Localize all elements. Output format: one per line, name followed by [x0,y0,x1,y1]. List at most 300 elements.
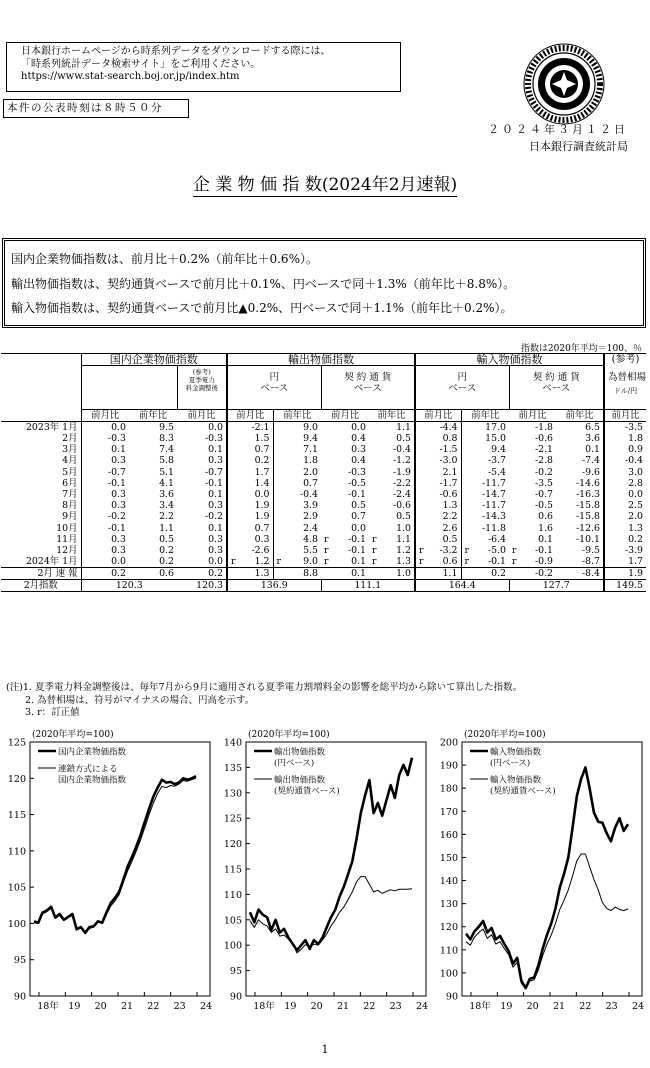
table-cell: -1.5 [439,444,458,456]
y-tick-label: 95 [13,955,26,967]
table-cell: -0.6 [534,433,554,445]
table-cell: 1.0 [369,523,415,534]
table-cell: 1.3 [227,568,273,580]
table-cell: -0.4 [273,489,321,500]
footnote-1: (注)1. 夏季電力料金調整後は、毎年7月から9月に適用される夏季電力割増料金の影響を総平均から除いて算出した指数。 [6,682,523,693]
table-cell: 0.3 [81,534,129,545]
table-cell: 15.0 [461,433,509,444]
header-fx: 為替相場 ドル/円 [608,371,647,395]
table-cell: 3.4 [159,500,174,512]
summary-box [2,238,646,328]
table-cell: r 0.6 [415,556,461,568]
table-cell: 2.2 [442,511,458,523]
table-cell: 3.0 [628,466,644,478]
col-header: 前年比 [369,410,415,422]
table-cell: 0.3 [254,533,270,545]
table-cell: r 1.3 [369,556,415,568]
table-cell: -0.5 [347,477,367,489]
y-tick-label: 110 [439,945,458,957]
row-label: 6月 [62,477,78,489]
legend-label: (円ベース) [490,758,531,769]
x-tick-label: 18年 [469,1001,491,1012]
footnote-2: 2. 為替相場は、符号がマイナスの場合、円高を示す。 [6,694,255,706]
series-line-secondary [466,854,628,989]
x-tick-label: 18年 [253,1001,275,1012]
revised-mark: r [512,556,517,568]
revised-mark: r [512,544,517,556]
table-cell: -14.6 [556,478,604,489]
table-cell: 8.8 [273,568,321,580]
table-cell: 1.9 [254,511,270,523]
unit-note: 指数は2020年平均＝100、％ [520,344,642,354]
table-cell: 9.4 [273,433,321,444]
chart-title: (2020年平均=100) [248,730,330,740]
x-tick-label: 23 [173,1001,186,1012]
table-cell: -9.6 [556,467,604,478]
y-tick-label: 160 [439,829,458,841]
table-cell: -3.7 [461,455,509,466]
table-cell: 0.7 [273,478,321,489]
table-cell: -0.7 [534,489,554,501]
table-cell: 5.5 [273,545,321,556]
table-cell: 0.5 [351,500,367,512]
chart-import [432,726,650,1018]
y-tick-label: 90 [229,991,242,1003]
x-tick-label: 23 [389,1001,402,1012]
row-label: 2月 [62,433,78,445]
x-tick-label: 21 [336,1001,350,1012]
table-cell: 0.1 [556,444,604,455]
table-cell: 0.1 [81,444,129,455]
table-cell: 0.0 [81,422,129,434]
table-cell: 1.0 [369,568,415,580]
y-tick-label: 120 [7,773,26,785]
table-cell: 4.1 [159,477,174,489]
y-tick-label: 115 [223,864,242,876]
y-tick-label: 100 [223,940,242,952]
revised-mark: r [372,533,377,545]
table-cell: 2.1 [442,466,458,478]
row-label: 9月 [62,511,78,523]
row-label: 2023年 1月 [25,422,78,433]
table-cell: -2.1 [251,422,270,433]
table-cell: r 1.2 [369,545,415,556]
table-corner [1,354,81,366]
table-cell: 9.5 [159,422,174,433]
table-cell: 0.0 [628,489,644,501]
table-cell: 0.0 [81,556,129,568]
col-header: 前月比 [227,410,273,422]
table-cell: -11.7 [461,500,509,511]
table-cell: -1.8 [534,422,554,433]
header-adjusted: (参考) 夏季電力 料金調整後 [177,366,227,410]
table-cell: 0.3 [177,455,227,466]
row-label: 12月 [56,544,78,556]
y-tick-label: 135 [223,762,242,774]
col-header: 前月比 [509,410,556,422]
table-cell: r -0.1 [461,556,509,568]
y-tick-label: 100 [439,968,458,980]
legend-label: 国内企業物価指数 [58,747,127,758]
table-cell: 2.0 [628,511,644,523]
table-cell: -2.2 [369,478,415,489]
table-cell: r 1.1 [369,534,415,545]
boj-seal-logo [522,42,606,126]
y-tick-label: 105 [7,882,26,894]
x-tick-label: 20 [94,1001,107,1012]
revised-mark: r [231,556,236,568]
page-number: 1 [321,1043,329,1056]
table-cell: 7.4 [159,444,174,456]
table-cell: 1.3 [628,522,644,534]
col-header: 前月比 [177,410,227,422]
row-label: 2月指数 [1,580,81,592]
page-title [0,170,650,195]
table-cell: 2.9 [273,511,321,522]
chart-domestic [0,726,218,1018]
table-cell: 0.1 [321,568,369,580]
table-cell: -2.6 [251,544,270,556]
revised-mark: r [324,556,329,568]
col-header: 前年比 [461,410,509,422]
table-cell: 0.6 [129,568,177,580]
table-cell: 9.0 [273,422,321,434]
table-cell: 0.3 [351,444,367,456]
header-export: 輸出物価指数 [227,354,415,366]
y-tick-label: 90 [445,991,458,1003]
revised-mark: r [324,544,329,556]
revised-mark: r [276,556,281,568]
row-label: 11月 [56,533,78,545]
table-cell: r -0.9 [509,556,556,568]
row-label: 8月 [62,500,78,512]
table-cell: -11.8 [461,523,509,534]
table-cell: -0.2 [177,511,227,522]
legend-label: 輸出物価指数 [274,747,326,758]
y-tick-label: 105 [223,915,242,927]
index-cell: 127.7 [509,580,604,592]
table-cell: 0.2 [81,568,129,580]
summary-export: 輸出物価指数は、契約通貨ベースで前月比＋0.1%、円ベースで同＋1.3%（前年比＋8.8%）。 [11,276,516,291]
header-export-yen: 円 ベース [260,372,289,394]
table-cell: 2.8 [628,477,644,489]
table-cell: 0.3 [81,500,129,511]
series-line-secondary [34,778,196,933]
table-cell: 8.3 [159,433,174,445]
notice-url-link[interactable]: https://www.stat-search.boj.or.jp/index.htm [21,71,240,82]
table-cell: 2.5 [628,500,644,512]
legend-label: 連鎖方式による [58,764,118,775]
table-cell: -6.4 [461,534,509,545]
table-cell: r -3.2 [419,544,458,556]
revised-mark: r [419,544,424,556]
table-cell: -0.3 [81,433,129,444]
table-cell: -0.2 [534,466,554,478]
table-cell: 0.2 [254,455,270,467]
y-tick-label: 110 [223,889,242,901]
y-tick-label: 90 [13,991,26,1003]
legend-label: (契約通貨ベース) [274,786,340,797]
y-tick-label: 130 [439,899,458,911]
x-tick-label: 23 [605,1001,618,1012]
table-cell: 1.1 [415,568,461,580]
chart-export [216,726,434,1018]
table-cell: -0.2 [81,511,129,522]
x-tick-label: 19 [500,1001,513,1012]
table-cell: 0.1 [177,444,227,455]
x-tick-label: 19 [284,1001,297,1012]
table-cell: 0.0 [177,556,227,568]
table-cell: 1.8 [273,455,321,466]
table-cell: 1.3 [442,500,458,512]
header-export-contract: 契 約 通 貨 ベース [321,366,415,410]
table-cell: -0.7 [177,467,227,478]
table-cell: 2.4 [273,523,321,534]
plot-frame [462,742,642,996]
x-tick-label: 22 [147,1001,160,1012]
revised-mark: r [372,556,377,568]
col-header: 前年比 [556,410,604,422]
footnotes [6,682,522,720]
table-cell: 0.2 [177,568,227,580]
table-cell: 4.8 [273,534,321,545]
table-cell: -1.9 [369,467,415,478]
y-tick-label: 140 [439,876,458,888]
table-cell: 5.8 [159,455,174,467]
table-cell: -10.1 [556,534,604,545]
table-cell: 0.6 [538,511,554,523]
table-cell: 0.1 [538,533,554,545]
table-cell: -5.4 [461,467,509,478]
table-cell: 1.8 [628,433,644,445]
table-cell: -14.3 [461,511,509,522]
table-cell: r 0.1 [321,556,369,568]
table-cell: -0.7 [81,467,129,478]
table-cell: -8.4 [556,568,604,580]
row-label: 2024年 1月 [1,556,81,568]
index-cell: 164.4 [415,580,509,592]
revised-mark: r [464,556,469,568]
x-tick-label: 20 [526,1001,539,1012]
series-line-main [34,776,196,933]
table-cell: -3.5 [624,422,644,433]
y-tick-label: 125 [223,813,242,825]
table-cell: 1.1 [159,522,174,534]
table-cell: 6.5 [556,422,604,434]
table-cell: 0.3 [81,455,129,466]
x-tick-label: 21 [552,1001,566,1012]
table-cell: 1.7 [604,556,646,568]
table-cell: -16.3 [556,489,604,500]
col-header: 前年比 [273,410,321,422]
table-cell: 2.0 [273,467,321,478]
x-tick-label: 18年 [37,1001,59,1012]
price-index-table [1,353,646,592]
table-cell: r -0.1 [324,533,367,545]
table-cell: 0.3 [177,545,227,556]
y-tick-label: 130 [223,788,242,800]
table-cell: 0.3 [177,500,227,511]
table-cell: 0.5 [369,433,415,444]
x-tick-label: 20 [310,1001,323,1012]
x-tick-label: 19 [68,1001,81,1012]
download-notice-box [6,42,401,92]
table-cell: -0.2 [509,568,556,580]
table-cell: 0.4 [351,455,367,467]
table-cell: -1.2 [369,455,415,466]
y-tick-label: 140 [223,737,242,749]
table-cell: 1.9 [604,568,646,580]
table-cell: -0.3 [177,433,227,444]
header-reference: (参考) [604,354,646,366]
header-import-yen: 円 ベース [448,372,477,394]
table-cell: -15.8 [556,500,604,511]
table-cell: -1.7 [439,477,458,489]
table-cell: -0.5 [534,500,554,512]
col-header: 前月比 [604,410,646,422]
table-cell: 0.5 [369,511,415,522]
release-date: ２０２４年３月１２日 [488,123,628,136]
y-tick-label: 120 [439,922,458,934]
table-cell: -12.6 [556,523,604,534]
table-cell: -0.6 [439,489,458,501]
table-cell: 0.0 [177,422,227,434]
table-cell: r -0.1 [512,544,554,556]
y-tick-label: 115 [7,810,26,822]
x-tick-label: 24 [631,1001,645,1012]
table-cell: -15.8 [556,511,604,522]
table-cell: -0.6 [369,500,415,511]
table-cell: -14.7 [461,489,509,500]
index-cell: 111.1 [321,580,415,592]
table-cell: -3.9 [624,544,644,556]
legend-label: 国内企業物価指数 [58,775,127,786]
y-tick-label: 95 [229,966,242,978]
table-cell: 1.9 [254,500,270,512]
y-tick-label: 110 [7,846,26,858]
index-cell: 149.5 [604,580,646,592]
summary-domestic: 国内企業物価指数は、前月比＋0.2%（前年比＋0.6%）。 [11,252,318,266]
row-label: 10月 [56,522,78,534]
table-cell: -0.1 [347,489,367,501]
row-label: 5月 [62,466,78,478]
y-tick-label: 150 [439,852,458,864]
table-cell: 0.2 [628,533,644,545]
table-cell: 2.2 [159,511,174,523]
table-cell: 3.6 [159,489,174,501]
table-cell: 0.4 [351,433,367,445]
y-tick-label: 125 [7,737,26,749]
table-cell: 0.7 [254,522,270,534]
table-cell: 5.1 [159,466,174,478]
table-cell: -3.5 [534,477,554,489]
table-cell: 1.6 [538,522,554,534]
table-cell: -8.7 [556,556,604,568]
table-cell: -7.4 [556,455,604,466]
table-cell: -0.3 [347,466,367,478]
y-tick-label: 170 [439,806,458,818]
notice-line-2: 「時系列統計データ検索サイト」をご利用ください。 [21,58,261,70]
legend-label: 輸入物価指数 [490,775,542,786]
row-label: 3月 [62,444,78,456]
table-cell: -3.0 [439,455,458,467]
table-cell: 1.4 [254,477,270,489]
y-tick-label: 180 [439,783,458,795]
table-cell: 9.4 [461,444,509,455]
header-import-contract: 契 約 通 貨 ベース [509,366,604,410]
table-cell: -0.1 [177,478,227,489]
revised-mark: r [464,544,469,556]
revised-mark: r [324,533,329,545]
x-tick-label: 22 [579,1001,592,1012]
table-cell: 1.1 [369,422,415,434]
legend-label: (円ベース) [274,758,315,769]
table-cell: -9.5 [556,545,604,556]
legend-label: (契約通貨ベース) [490,786,556,797]
table-cell: -4.4 [439,422,458,433]
table-cell: 1.7 [254,466,270,478]
y-tick-label: 190 [439,760,458,772]
y-tick-label: 200 [439,737,458,749]
footnote-3: 3. r：訂正値 [6,707,80,718]
table-cell: -0.4 [369,444,415,455]
table-cell: 0.3 [81,489,129,500]
x-tick-label: 22 [363,1001,376,1012]
table-cell: -0.1 [81,523,129,534]
revised-mark: r [419,556,424,568]
publication-time-box: 本件の公表時刻は８時５０分 [3,99,189,118]
notice-line-1: 日本銀行ホームページから時系列データをダウンロードする際には、 [21,46,331,57]
y-tick-label: 100 [7,918,26,930]
table-cell: 0.2 [159,544,174,556]
x-tick-label: 24 [199,1001,213,1012]
col-header: 前月比 [321,410,369,422]
table-cell: -2.1 [534,444,554,456]
table-cell: 0.3 [81,545,129,556]
table-cell: 0.1 [177,489,227,500]
table-cell: 0.2 [461,568,509,580]
table-cell: 3.9 [273,500,321,511]
table-cell: -2.4 [369,489,415,500]
table-cell: r 9.0 [273,556,321,568]
col-header: 前月比 [81,410,129,422]
table-cell: 0.8 [442,433,458,445]
table-cell: r -0.1 [324,544,367,556]
col-header: 前年比 [129,410,177,422]
table-cell: 0.3 [177,534,227,545]
table-cell: 0.7 [254,444,270,456]
table-cell: 0.0 [351,422,367,433]
table-cell: 1.5 [254,433,270,445]
col-header: 前月比 [415,410,461,422]
table-cell: 2.6 [442,522,458,534]
chart-title: (2020年平均=100) [464,730,546,740]
index-cell: 120.3 [177,580,227,592]
table-cell: 0.5 [442,533,458,545]
summary-import: 輸入物価指数は、契約通貨ベースで前月比▲0.2%、円ベースで同＋1.1%（前年比＋0.2%）。 [11,301,513,315]
x-tick-label: 21 [120,1001,134,1012]
table-cell: 0.9 [628,444,644,456]
legend-label: 輸入物価指数 [490,747,542,758]
series-line-main [466,767,628,988]
page-title-text: 企 業 物 価 指 数(2024年2月速報) [192,175,458,195]
table-cell: -2.8 [534,455,554,467]
row-label: 4月 [62,455,78,467]
table-cell: 0.0 [351,522,367,534]
table-cell: 7.1 [273,444,321,455]
table-cell: 0.1 [177,523,227,534]
table-cell: -0.1 [81,478,129,489]
